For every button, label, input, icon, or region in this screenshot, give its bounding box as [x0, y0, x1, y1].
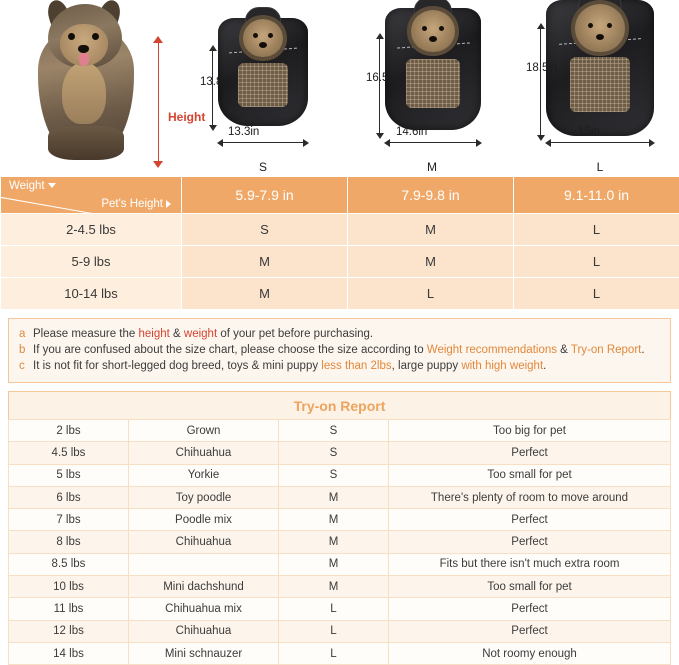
tryon-row-10-size: L	[279, 620, 389, 642]
tryon-row-8-size: M	[279, 576, 389, 598]
note-c-key: c	[19, 358, 33, 374]
tryon-row-9-size: L	[279, 598, 389, 620]
dog-eye-right	[92, 33, 99, 40]
tryon-row-6-result: Perfect	[389, 531, 671, 553]
dimension-line-vertical-m	[379, 38, 380, 134]
backpack-mesh-window	[406, 59, 460, 108]
dimension-line-horizontal-l	[550, 142, 650, 143]
note-c-text: It is not fit for short-legged dog breed, toys & mini puppy less than 2lbs, large puppy with high weight.	[33, 358, 546, 374]
tryon-report-title: Try-on Report	[294, 398, 386, 414]
tryon-row-10-breed: Chihuahua	[129, 620, 279, 642]
note-a-key: a	[19, 326, 33, 342]
tryon-row-5-size: M	[279, 509, 389, 531]
backpack-l-size-letter: L	[580, 160, 620, 174]
size-chart-cell-r3c3: L	[514, 278, 679, 310]
tryon-row-3-breed: Yorkie	[129, 464, 279, 486]
tryon-row-10-result: Perfect	[389, 620, 671, 642]
tryon-row-10-weight: 12 lbs	[9, 620, 129, 642]
tryon-row-4-size: M	[279, 486, 389, 508]
backpack-s-size-letter: S	[243, 160, 283, 174]
tryon-row-4-breed: Toy poodle	[129, 486, 279, 508]
backpack-m-width-text: 14.6in	[396, 126, 427, 138]
note-a-text: Please measure the height & weight of your pet before purchasing.	[33, 326, 373, 342]
triangle-right-icon	[166, 200, 171, 208]
tryon-row-2-result: Perfect	[389, 442, 671, 464]
note-b-text: If you are confused about the size chart, please choose the size according to Weight recommendations & Try-on Report.	[33, 342, 645, 358]
table-row	[9, 531, 671, 553]
tryon-row-6-size: M	[279, 531, 389, 553]
dog-tongue	[79, 53, 89, 66]
dimension-line-vertical-l	[540, 28, 541, 136]
dog-legs-shape	[48, 126, 124, 160]
backpack-m-size-letter: M	[412, 160, 452, 174]
size-chart-col-2: 7.9-9.8 in	[348, 177, 514, 214]
tryon-row-4-result: There's plenty of room to move around	[389, 486, 671, 508]
tryon-row-7-breed	[129, 553, 279, 575]
tryon-row-1-breed: Grown	[129, 420, 279, 442]
size-chart-cell-r3c1: M	[182, 278, 348, 310]
sizing-notes-box	[8, 318, 671, 383]
tryon-row-8-weight: 10 lbs	[9, 576, 129, 598]
tryon-row-2-breed: Chihuahua	[129, 442, 279, 464]
illustration-strip	[0, 0, 679, 176]
tryon-row-8-result: Too small for pet	[389, 576, 671, 598]
corner-weight-label: Weight	[9, 180, 56, 192]
backpack-s-height-text: 13.8in	[200, 76, 231, 88]
dog-in-backpack-face	[575, 4, 625, 52]
table-row	[9, 598, 671, 620]
pet-backpack-icon	[218, 18, 308, 126]
table-row	[9, 464, 671, 486]
table-row	[9, 576, 671, 598]
backpack-l-height-text: 18.5in	[526, 62, 557, 74]
size-chart-corner-cell	[1, 177, 182, 214]
tryon-row-3-result: Too small for pet	[389, 464, 671, 486]
dimension-line-horizontal-m	[389, 142, 477, 143]
backpack-mesh-window	[238, 63, 288, 106]
size-chart-cell-r1c1: S	[182, 214, 348, 246]
size-chart-table	[0, 176, 679, 310]
size-chart-header-row	[1, 177, 679, 214]
size-chart-row-3-weight: 10-14 lbs	[1, 278, 182, 310]
tryon-row-11-size: L	[279, 642, 389, 664]
backpack-m-height-text: 16.5in	[366, 72, 397, 84]
tryon-row-2-weight: 4.5 lbs	[9, 442, 129, 464]
tryon-row-9-breed: Chihuahua mix	[129, 598, 279, 620]
dog-in-backpack-face	[243, 19, 283, 57]
backpack-l-width-text: 15in	[578, 126, 600, 138]
dog-in-backpack-face	[411, 10, 455, 52]
backpack-illustration-s	[218, 18, 308, 126]
tryon-row-5-breed: Poodle mix	[129, 509, 279, 531]
pet-height-label: Height	[168, 110, 205, 124]
tryon-row-1-result: Too big for pet	[389, 420, 671, 442]
tryon-row-5-result: Perfect	[389, 509, 671, 531]
tryon-row-2-size: S	[279, 442, 389, 464]
size-chart-cell-r1c2: M	[348, 214, 514, 246]
tryon-row-11-result: Not roomy enough	[389, 642, 671, 664]
dog-nose	[78, 45, 89, 53]
backpack-illustration-l	[546, 0, 654, 136]
tryon-row-1-weight: 2 lbs	[9, 420, 129, 442]
tryon-row-1-size: S	[279, 420, 389, 442]
size-chart-cell-r2c1: M	[182, 246, 348, 278]
table-row	[9, 553, 671, 575]
table-row	[9, 620, 671, 642]
note-b-key: b	[19, 342, 33, 358]
size-chart-cell-r2c3: L	[514, 246, 679, 278]
tryon-row-7-weight: 8.5 lbs	[9, 553, 129, 575]
tryon-row-6-weight: 8 lbs	[9, 531, 129, 553]
pet-height-measure	[150, 40, 210, 164]
triangle-down-icon	[48, 183, 56, 188]
table-row	[1, 278, 679, 310]
arrow-up-icon	[153, 36, 163, 43]
yorkshire-terrier-photo	[26, 0, 150, 166]
table-row	[9, 442, 671, 464]
tryon-row-7-size: M	[279, 553, 389, 575]
tryon-report-title-bar	[8, 391, 671, 419]
dog-chest-shape	[62, 62, 106, 124]
tryon-row-11-weight: 14 lbs	[9, 642, 129, 664]
backpack-illustration-m	[385, 8, 481, 130]
tryon-row-9-weight: 11 lbs	[9, 598, 129, 620]
size-chart-cell-r3c2: L	[348, 278, 514, 310]
backpack-mesh-window	[570, 57, 630, 111]
size-chart-cell-r1c3: L	[514, 214, 679, 246]
size-chart-cell-r2c2: M	[348, 246, 514, 278]
note-a	[19, 326, 660, 342]
tryon-row-11-breed: Mini schnauzer	[129, 642, 279, 664]
note-c	[19, 358, 660, 374]
pet-backpack-icon	[385, 8, 481, 130]
size-chart-row-2-weight: 5-9 lbs	[1, 246, 182, 278]
size-chart-row-1-weight: 2-4.5 lbs	[1, 214, 182, 246]
pet-backpack-icon	[546, 0, 654, 136]
dog-eye-left	[68, 33, 75, 40]
dimension-line-horizontal-s	[222, 142, 304, 143]
dimension-line-vertical-s	[212, 50, 213, 126]
arrow-down-icon	[153, 161, 163, 168]
tryon-row-4-weight: 6 lbs	[9, 486, 129, 508]
tryon-row-5-weight: 7 lbs	[9, 509, 129, 531]
corner-height-label: Pet's Height	[101, 198, 171, 210]
tryon-row-8-breed: Mini dachshund	[129, 576, 279, 598]
note-b	[19, 342, 660, 358]
backpack-s-width-text: 13.3in	[228, 126, 259, 138]
table-row	[9, 420, 671, 442]
tryon-row-3-size: S	[279, 464, 389, 486]
table-row	[9, 486, 671, 508]
size-chart-col-3: 9.1-11.0 in	[514, 177, 679, 214]
tryon-row-7-result: Fits but there isn't much extra room	[389, 553, 671, 575]
tryon-report-table	[8, 419, 671, 665]
size-chart-col-1: 5.9-7.9 in	[182, 177, 348, 214]
tryon-row-6-breed: Chihuahua	[129, 531, 279, 553]
table-row	[1, 214, 679, 246]
tryon-row-9-result: Perfect	[389, 598, 671, 620]
height-measure-line	[158, 40, 159, 164]
table-row	[1, 246, 679, 278]
table-row	[9, 509, 671, 531]
table-row	[9, 642, 671, 664]
tryon-row-3-weight: 5 lbs	[9, 464, 129, 486]
